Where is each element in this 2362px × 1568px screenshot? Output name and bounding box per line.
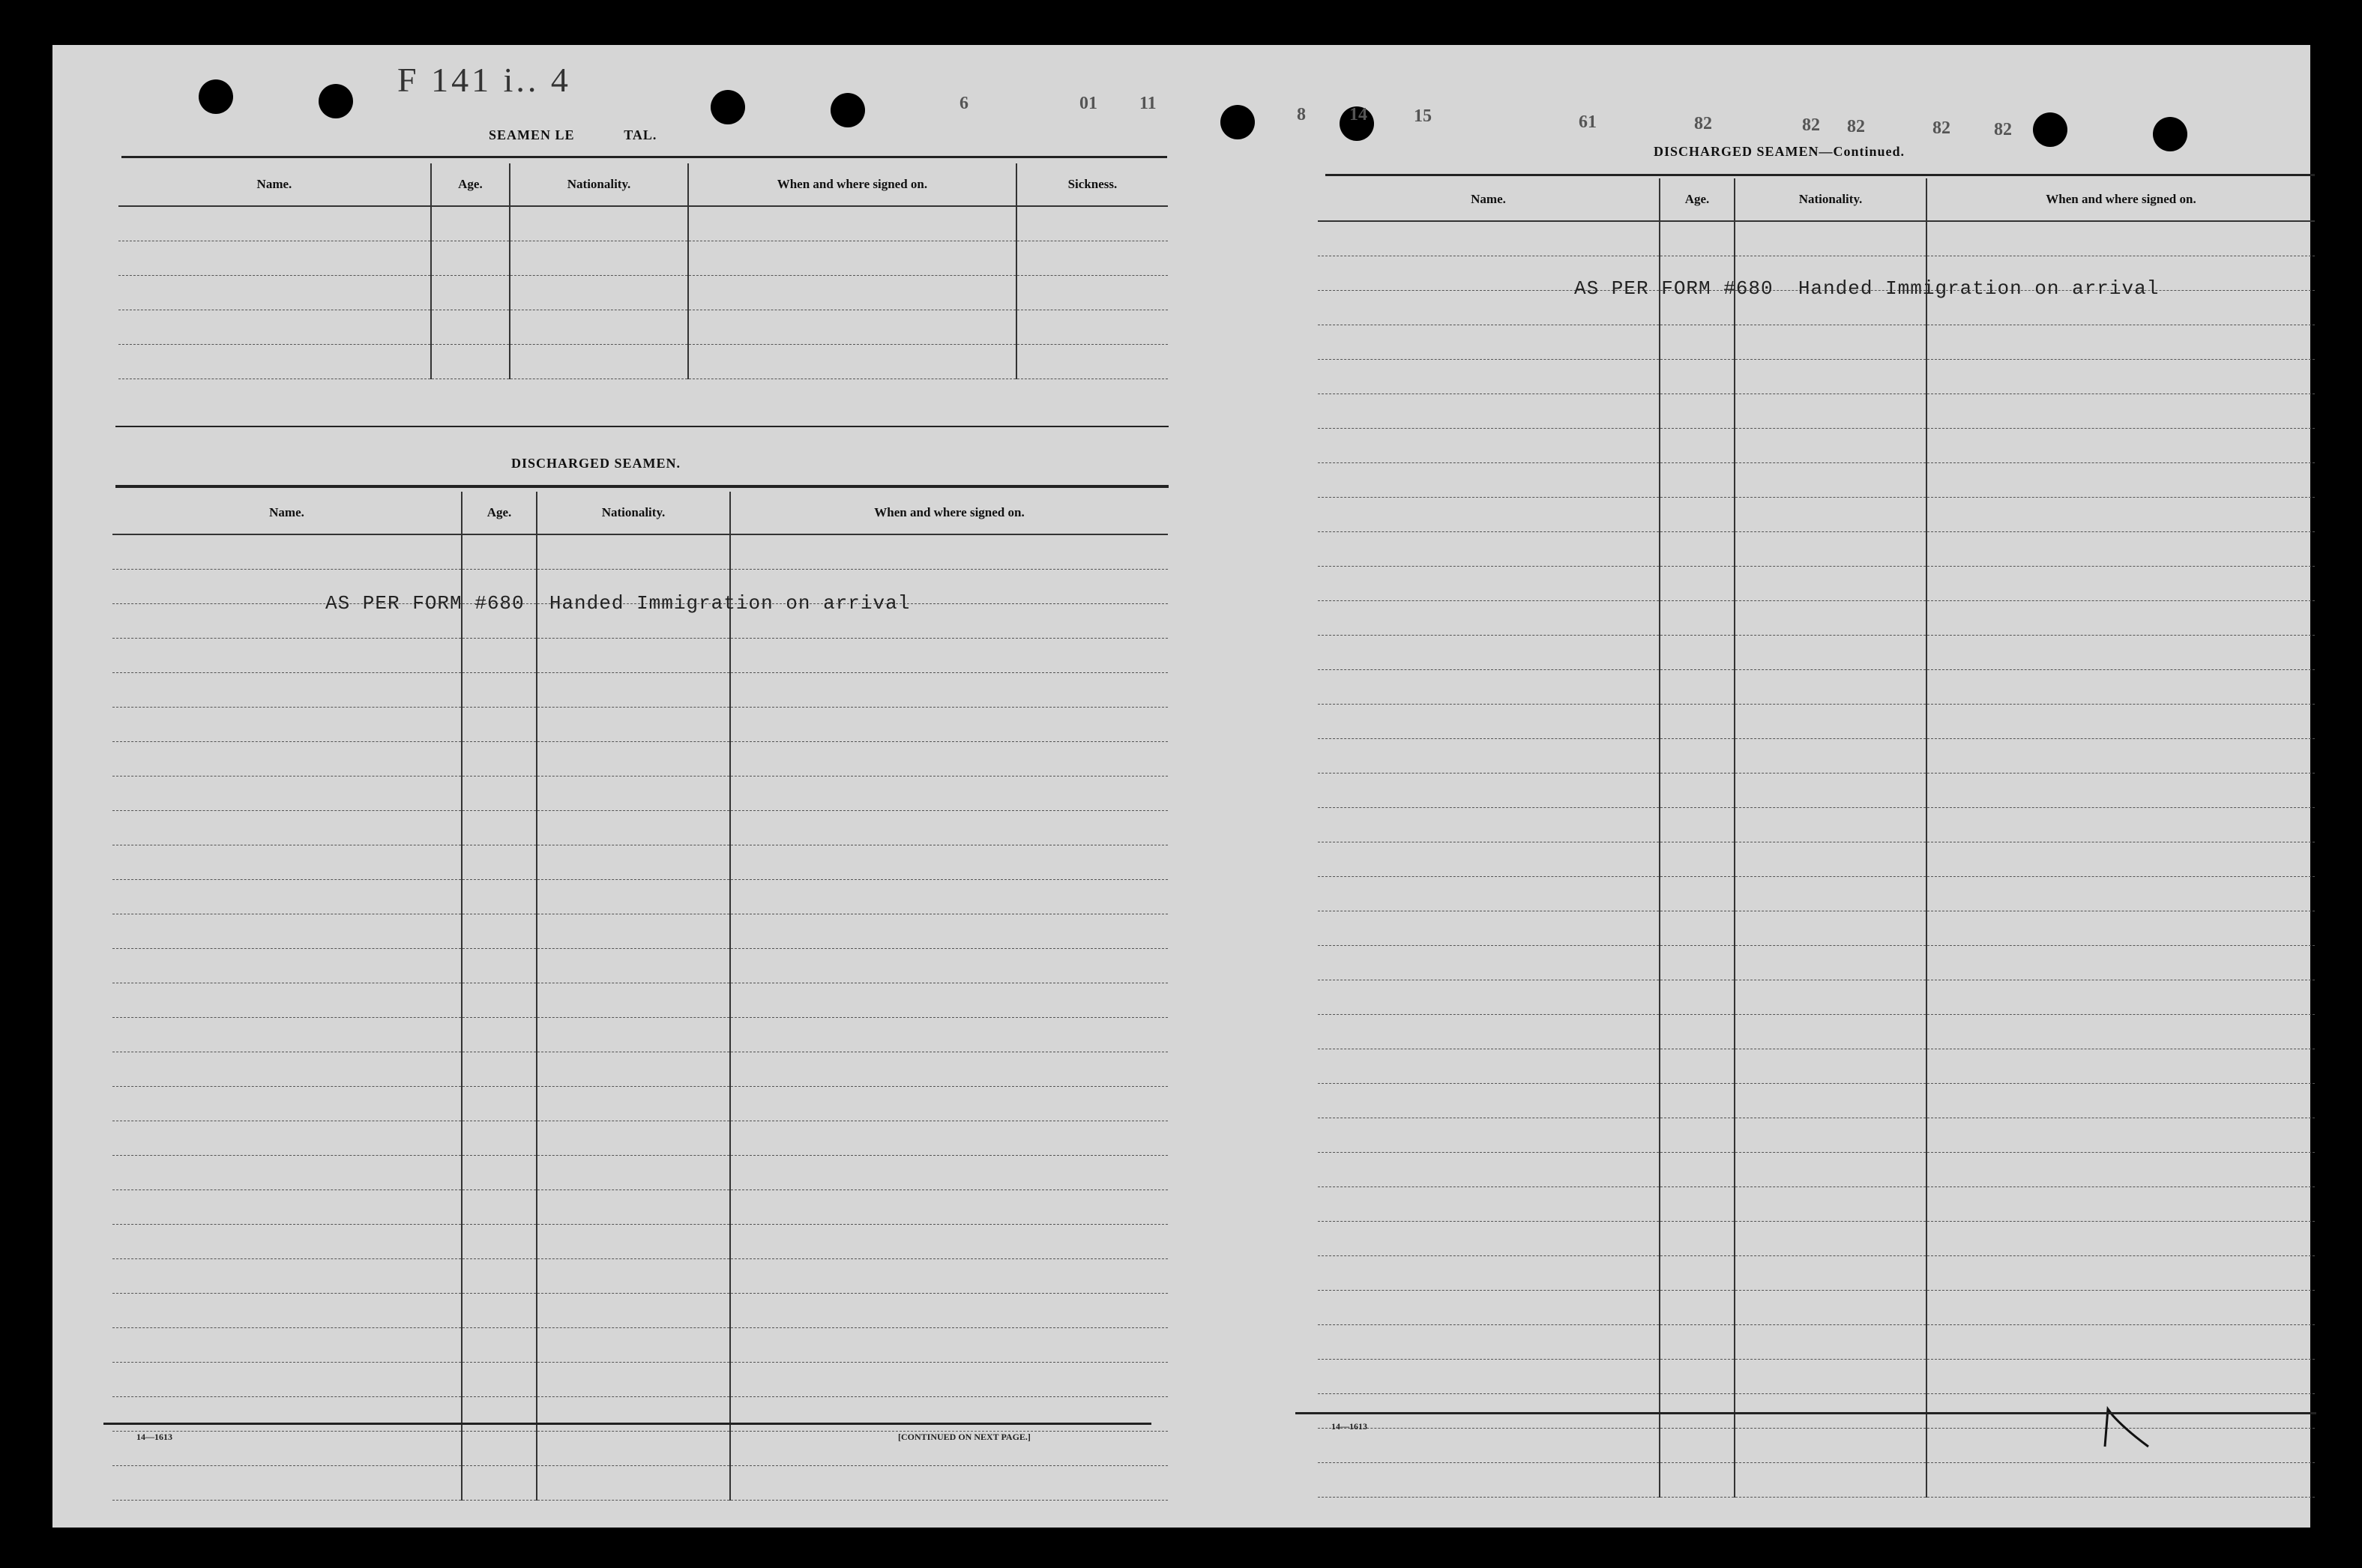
- column-header-name: Name.: [112, 492, 462, 534]
- table-row: [112, 1018, 1168, 1052]
- table-row: [1318, 429, 2315, 463]
- continued-note: [CONTINUED ON NEXT PAGE.]: [898, 1432, 1031, 1442]
- form-number: 14—1613: [1331, 1421, 1367, 1432]
- column-header-nationality: Nationality.: [537, 492, 730, 534]
- section-rule: [115, 485, 1169, 488]
- table-row: [1318, 739, 2315, 774]
- scanned-document: [52, 45, 2310, 1528]
- stamp-number: 11: [1139, 94, 1157, 113]
- form-number: 14—1613: [136, 1432, 172, 1442]
- column-header-signed-on: When and where signed on.: [1926, 178, 2315, 221]
- column-header-age: Age.: [431, 163, 510, 206]
- table-row: [112, 1156, 1168, 1190]
- table-row: [118, 310, 1168, 345]
- column-header-sickness: Sickness.: [1016, 163, 1168, 206]
- table-row: [112, 1087, 1168, 1121]
- table-row: [1318, 1325, 2315, 1360]
- table-row: [1318, 774, 2315, 808]
- table-row: [1318, 532, 2315, 567]
- table-row: [1318, 670, 2315, 705]
- discharged-table-body: [112, 534, 1168, 1501]
- hospital-seamen-table: [118, 163, 1168, 379]
- section-rule: [121, 156, 1167, 158]
- table-row: [112, 1397, 1168, 1432]
- column-header-signed-on: When and where signed on.: [688, 163, 1016, 206]
- table-row: [112, 777, 1168, 811]
- table-row: [1318, 325, 2315, 360]
- table-row: [112, 708, 1168, 742]
- table-row: [1318, 498, 2315, 532]
- table-row: [1318, 1222, 2315, 1256]
- table-row: [112, 742, 1168, 777]
- table-row: [1318, 705, 2315, 739]
- table-row: [112, 1225, 1168, 1259]
- table-row: [1318, 601, 2315, 636]
- table-row: [1318, 1118, 2315, 1153]
- table-row: [1318, 1463, 2315, 1498]
- column-header-name: Name.: [1318, 178, 1660, 221]
- handwritten-note: F 141 i.. 4: [397, 61, 571, 99]
- table-row: [112, 949, 1168, 983]
- section-title-discharged: DISCHARGED SEAMEN.: [511, 456, 681, 471]
- section-title-hospital: SEAMEN LE TAL.: [489, 127, 657, 142]
- discharged-seamen-continued-table: [1318, 178, 2315, 1498]
- table-row: [112, 983, 1168, 1018]
- table-row: [1318, 1256, 2315, 1291]
- column-header-nationality: Nationality.: [1735, 178, 1926, 221]
- column-header-nationality: Nationality.: [510, 163, 688, 206]
- table-row: [112, 639, 1168, 673]
- table-row: [1318, 567, 2315, 601]
- table-row: [118, 206, 1168, 241]
- punch-hole: [2033, 112, 2067, 147]
- column-header-name: Name.: [118, 163, 431, 206]
- table-row: [1318, 911, 2315, 946]
- stamp-number: 82: [1802, 115, 1820, 135]
- table-row: [1318, 360, 2315, 394]
- table-row: [112, 914, 1168, 949]
- stamp-number: 6: [959, 94, 968, 113]
- table-row: [112, 811, 1168, 845]
- stamp-number: 82: [1694, 114, 1712, 133]
- typed-entry: AS PER FORM #680 Handed Immigration on arrival: [1574, 277, 2160, 300]
- table-row: [1318, 394, 2315, 429]
- table-row: [112, 1363, 1168, 1397]
- bottom-rule: [103, 1423, 1151, 1425]
- punch-hole: [711, 90, 745, 124]
- punch-hole: [2153, 117, 2187, 151]
- continued-table-body: [1318, 221, 2315, 1498]
- section-rule: [1325, 174, 2315, 176]
- table-row: [1318, 221, 2315, 256]
- table-row: [112, 1259, 1168, 1294]
- stamp-number: 61: [1579, 112, 1597, 132]
- column-header-age: Age.: [1660, 178, 1735, 221]
- table-row: [1318, 1084, 2315, 1118]
- table-row: [118, 276, 1168, 310]
- table-row: [112, 1294, 1168, 1328]
- table-row: [112, 1121, 1168, 1156]
- table-row: [1318, 877, 2315, 911]
- right-page: [1222, 45, 2310, 1528]
- stamp-number: 01: [1079, 94, 1097, 113]
- table-row: [1318, 636, 2315, 670]
- table-row: [1318, 1429, 2315, 1463]
- stamp-number: 14: [1349, 105, 1367, 124]
- table-row: [112, 1328, 1168, 1363]
- stamp-number: 82: [1994, 120, 2012, 139]
- table-row: [1318, 1153, 2315, 1187]
- table-row: [112, 1466, 1168, 1501]
- table-row: [112, 1052, 1168, 1087]
- table-row: [1318, 1187, 2315, 1222]
- stamp-number: 82: [1932, 118, 1950, 138]
- table-row: [118, 345, 1168, 379]
- stamp-number: 8: [1297, 105, 1306, 124]
- stamp-number: 15: [1414, 106, 1432, 126]
- pen-mark: [2096, 1364, 2163, 1454]
- punch-hole: [1220, 105, 1255, 139]
- punch-hole: [319, 84, 353, 118]
- typed-entry: AS PER FORM #680 Handed Immigration on arrival: [325, 592, 911, 615]
- column-header-signed-on: When and where signed on.: [730, 492, 1168, 534]
- punch-hole: [199, 79, 233, 114]
- table-row: [1318, 463, 2315, 498]
- table-row: [112, 534, 1168, 570]
- table-row: [1318, 1015, 2315, 1049]
- table-row: [1318, 842, 2315, 877]
- table-row: [1318, 808, 2315, 842]
- table-row: [112, 1190, 1168, 1225]
- punch-hole: [831, 93, 865, 127]
- table-row: [1318, 1291, 2315, 1325]
- hospital-table-body: [118, 206, 1168, 379]
- stamp-number: 82: [1847, 117, 1865, 136]
- left-page: [52, 45, 1222, 1528]
- section-rule: [115, 426, 1169, 427]
- bottom-rule: [1295, 1412, 2316, 1414]
- table-row: [1318, 980, 2315, 1015]
- table-row: [1318, 1394, 2315, 1429]
- table-row: [112, 673, 1168, 708]
- table-row: [1318, 946, 2315, 980]
- discharged-seamen-table: [112, 492, 1168, 1501]
- table-row: [112, 880, 1168, 914]
- table-row: [118, 241, 1168, 276]
- column-header-age: Age.: [462, 492, 537, 534]
- table-row: [1318, 1049, 2315, 1084]
- table-row: [112, 845, 1168, 880]
- table-row: [1318, 1360, 2315, 1394]
- section-title-discharged-continued: DISCHARGED SEAMEN—Continued.: [1654, 144, 1905, 159]
